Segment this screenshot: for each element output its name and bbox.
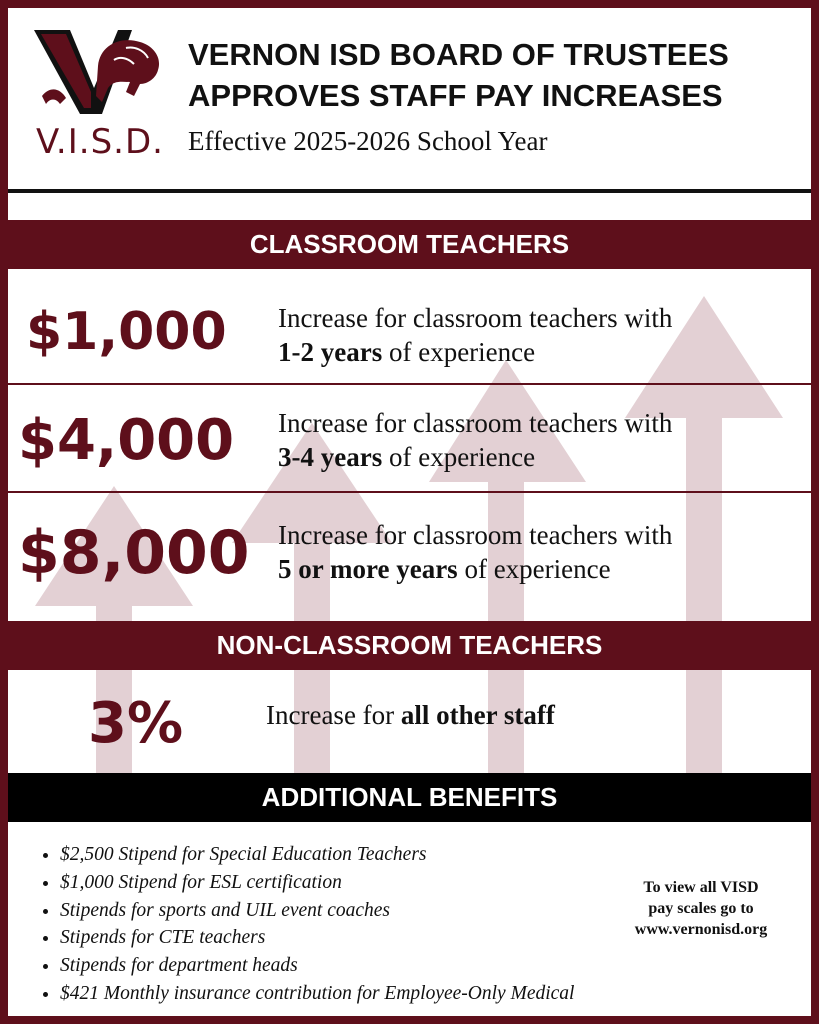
nonclassroom-heading: NON-CLASSROOM TEACHERS bbox=[216, 630, 603, 660]
classroom-heading-band bbox=[8, 220, 811, 269]
logo-text: V.I.S.D. bbox=[36, 122, 164, 162]
mascot-logo-icon bbox=[30, 26, 170, 126]
visd-logo bbox=[30, 26, 170, 166]
page-title bbox=[188, 34, 808, 116]
nonclassroom-bold: all other staff bbox=[400, 700, 555, 730]
list-item: • $2,500 Stipend for Special Education Teachers bbox=[60, 841, 574, 869]
benefits-heading: ADDITIONAL BENEFITS bbox=[261, 782, 558, 812]
list-item: • Stipends for department heads bbox=[60, 952, 574, 980]
note-line-1: To view all VISD bbox=[643, 879, 759, 896]
row-1-bold: 1-2 years bbox=[278, 337, 383, 367]
pay-scales-note bbox=[606, 877, 796, 940]
title-line-2: APPROVES STAFF PAY INCREASES bbox=[188, 78, 723, 113]
benefits-heading-band bbox=[8, 773, 811, 822]
list-item: • $421 Monthly insurance contribution for Employee-Only Medical bbox=[60, 980, 574, 1008]
row-3-description bbox=[278, 518, 672, 586]
row-3-suffix: of experience bbox=[457, 554, 611, 584]
nonclassroom-description bbox=[266, 698, 555, 732]
row-1-suffix: of experience bbox=[382, 337, 536, 367]
row-3-bold: 5 or more years bbox=[278, 554, 458, 584]
row-2-prefix: Increase for classroom teachers with bbox=[278, 408, 673, 438]
list-item: • $1,000 Stipend for ESL certification bbox=[60, 869, 574, 897]
amount-4: 3% bbox=[88, 691, 184, 756]
list-item: • Stipends for CTE teachers bbox=[60, 924, 574, 952]
row-divider-2 bbox=[8, 491, 811, 493]
list-item: • Stipends for sports and UIL event coaches bbox=[60, 897, 574, 925]
title-line-1: VERNON ISD BOARD OF TRUSTEES bbox=[188, 37, 729, 72]
header-divider bbox=[8, 189, 811, 193]
amount-1: $1,000 bbox=[26, 302, 227, 362]
nonclassroom-heading-band bbox=[8, 621, 811, 670]
subtitle: Effective 2025-2026 School Year bbox=[188, 126, 548, 156]
row-2-description bbox=[278, 406, 672, 474]
nonclassroom-prefix: Increase for bbox=[266, 700, 401, 730]
classroom-heading: CLASSROOM TEACHERS bbox=[249, 229, 570, 259]
amount-3: $8,000 bbox=[18, 518, 250, 588]
row-1-description bbox=[278, 301, 672, 369]
row-2-suffix: of experience bbox=[382, 442, 536, 472]
row-1-prefix: Increase for classroom teachers with bbox=[278, 303, 673, 333]
row-divider-1 bbox=[8, 383, 811, 385]
amount-2: $4,000 bbox=[18, 408, 235, 473]
benefits-list bbox=[38, 841, 574, 1008]
website-link[interactable]: www.vernonisd.org bbox=[634, 921, 768, 938]
row-3-prefix: Increase for classroom teachers with bbox=[278, 520, 673, 550]
row-2-bold: 3-4 years bbox=[278, 442, 383, 472]
note-line-2: pay scales go to bbox=[648, 900, 754, 917]
